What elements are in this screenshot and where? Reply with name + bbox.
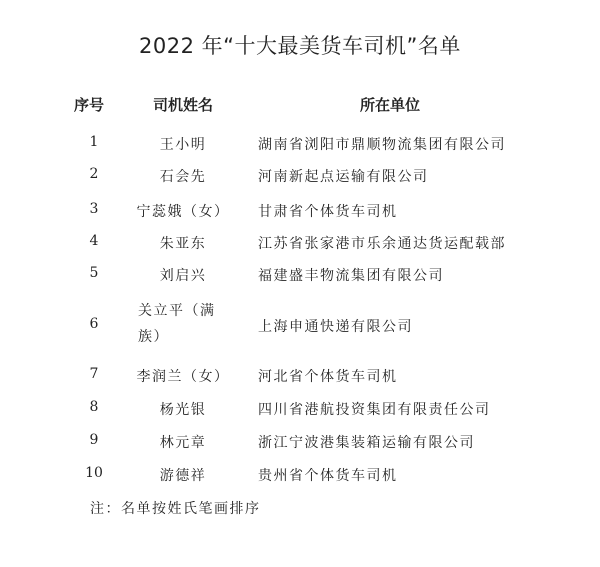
row-unit: 河南新起点运输有限公司	[258, 169, 429, 185]
row-no: 6	[89, 316, 99, 332]
row-unit: 福建盛丰物流集团有限公司	[258, 268, 444, 284]
row-no: 8	[89, 399, 99, 415]
row-unit: 四川省港航投资集团有限责任公司	[258, 402, 491, 418]
footnote: 注：名单按姓氏笔画排序	[90, 501, 261, 517]
header-unit: 所在单位	[360, 96, 421, 114]
row-name: 石会先	[159, 169, 207, 185]
row-name: 朱亚东	[159, 236, 207, 252]
row-no: 1	[89, 134, 99, 150]
row-no: 3	[89, 201, 99, 217]
row-unit: 贵州省个体货车司机	[258, 468, 398, 484]
row-no: 10	[85, 465, 103, 481]
row-name: 刘启兴	[159, 268, 207, 284]
row-unit: 甘肃省个体货车司机	[258, 204, 398, 220]
row-name: 林元章	[159, 435, 207, 451]
row-name: 关立平（满族）	[138, 303, 216, 345]
row-name: 王小明	[159, 137, 207, 153]
row-name: 宁蕊娥（女）	[136, 204, 230, 220]
row-no: 4	[89, 233, 99, 249]
row-name: 李润兰（女）	[136, 369, 230, 385]
row-no: 7	[89, 366, 99, 382]
header-name: 司机姓名	[153, 96, 214, 114]
row-no: 5	[89, 265, 99, 281]
row-no: 2	[89, 166, 99, 182]
row-unit: 上海申通快递有限公司	[258, 319, 413, 335]
row-no: 9	[89, 432, 99, 448]
row-unit: 江苏省张家港市乐余通达货运配载部	[258, 236, 506, 252]
row-unit: 浙江宁波港集装箱运输有限公司	[258, 435, 475, 451]
row-unit: 湖南省浏阳市鼎顺物流集团有限公司	[258, 137, 506, 153]
row-name: 杨光银	[159, 402, 207, 418]
row-name: 游德祥	[159, 468, 207, 484]
header-no: 序号	[74, 96, 105, 114]
row-unit: 河北省个体货车司机	[258, 369, 398, 385]
page-title: 2022 年“十大最美货车司机”名单	[139, 34, 461, 58]
